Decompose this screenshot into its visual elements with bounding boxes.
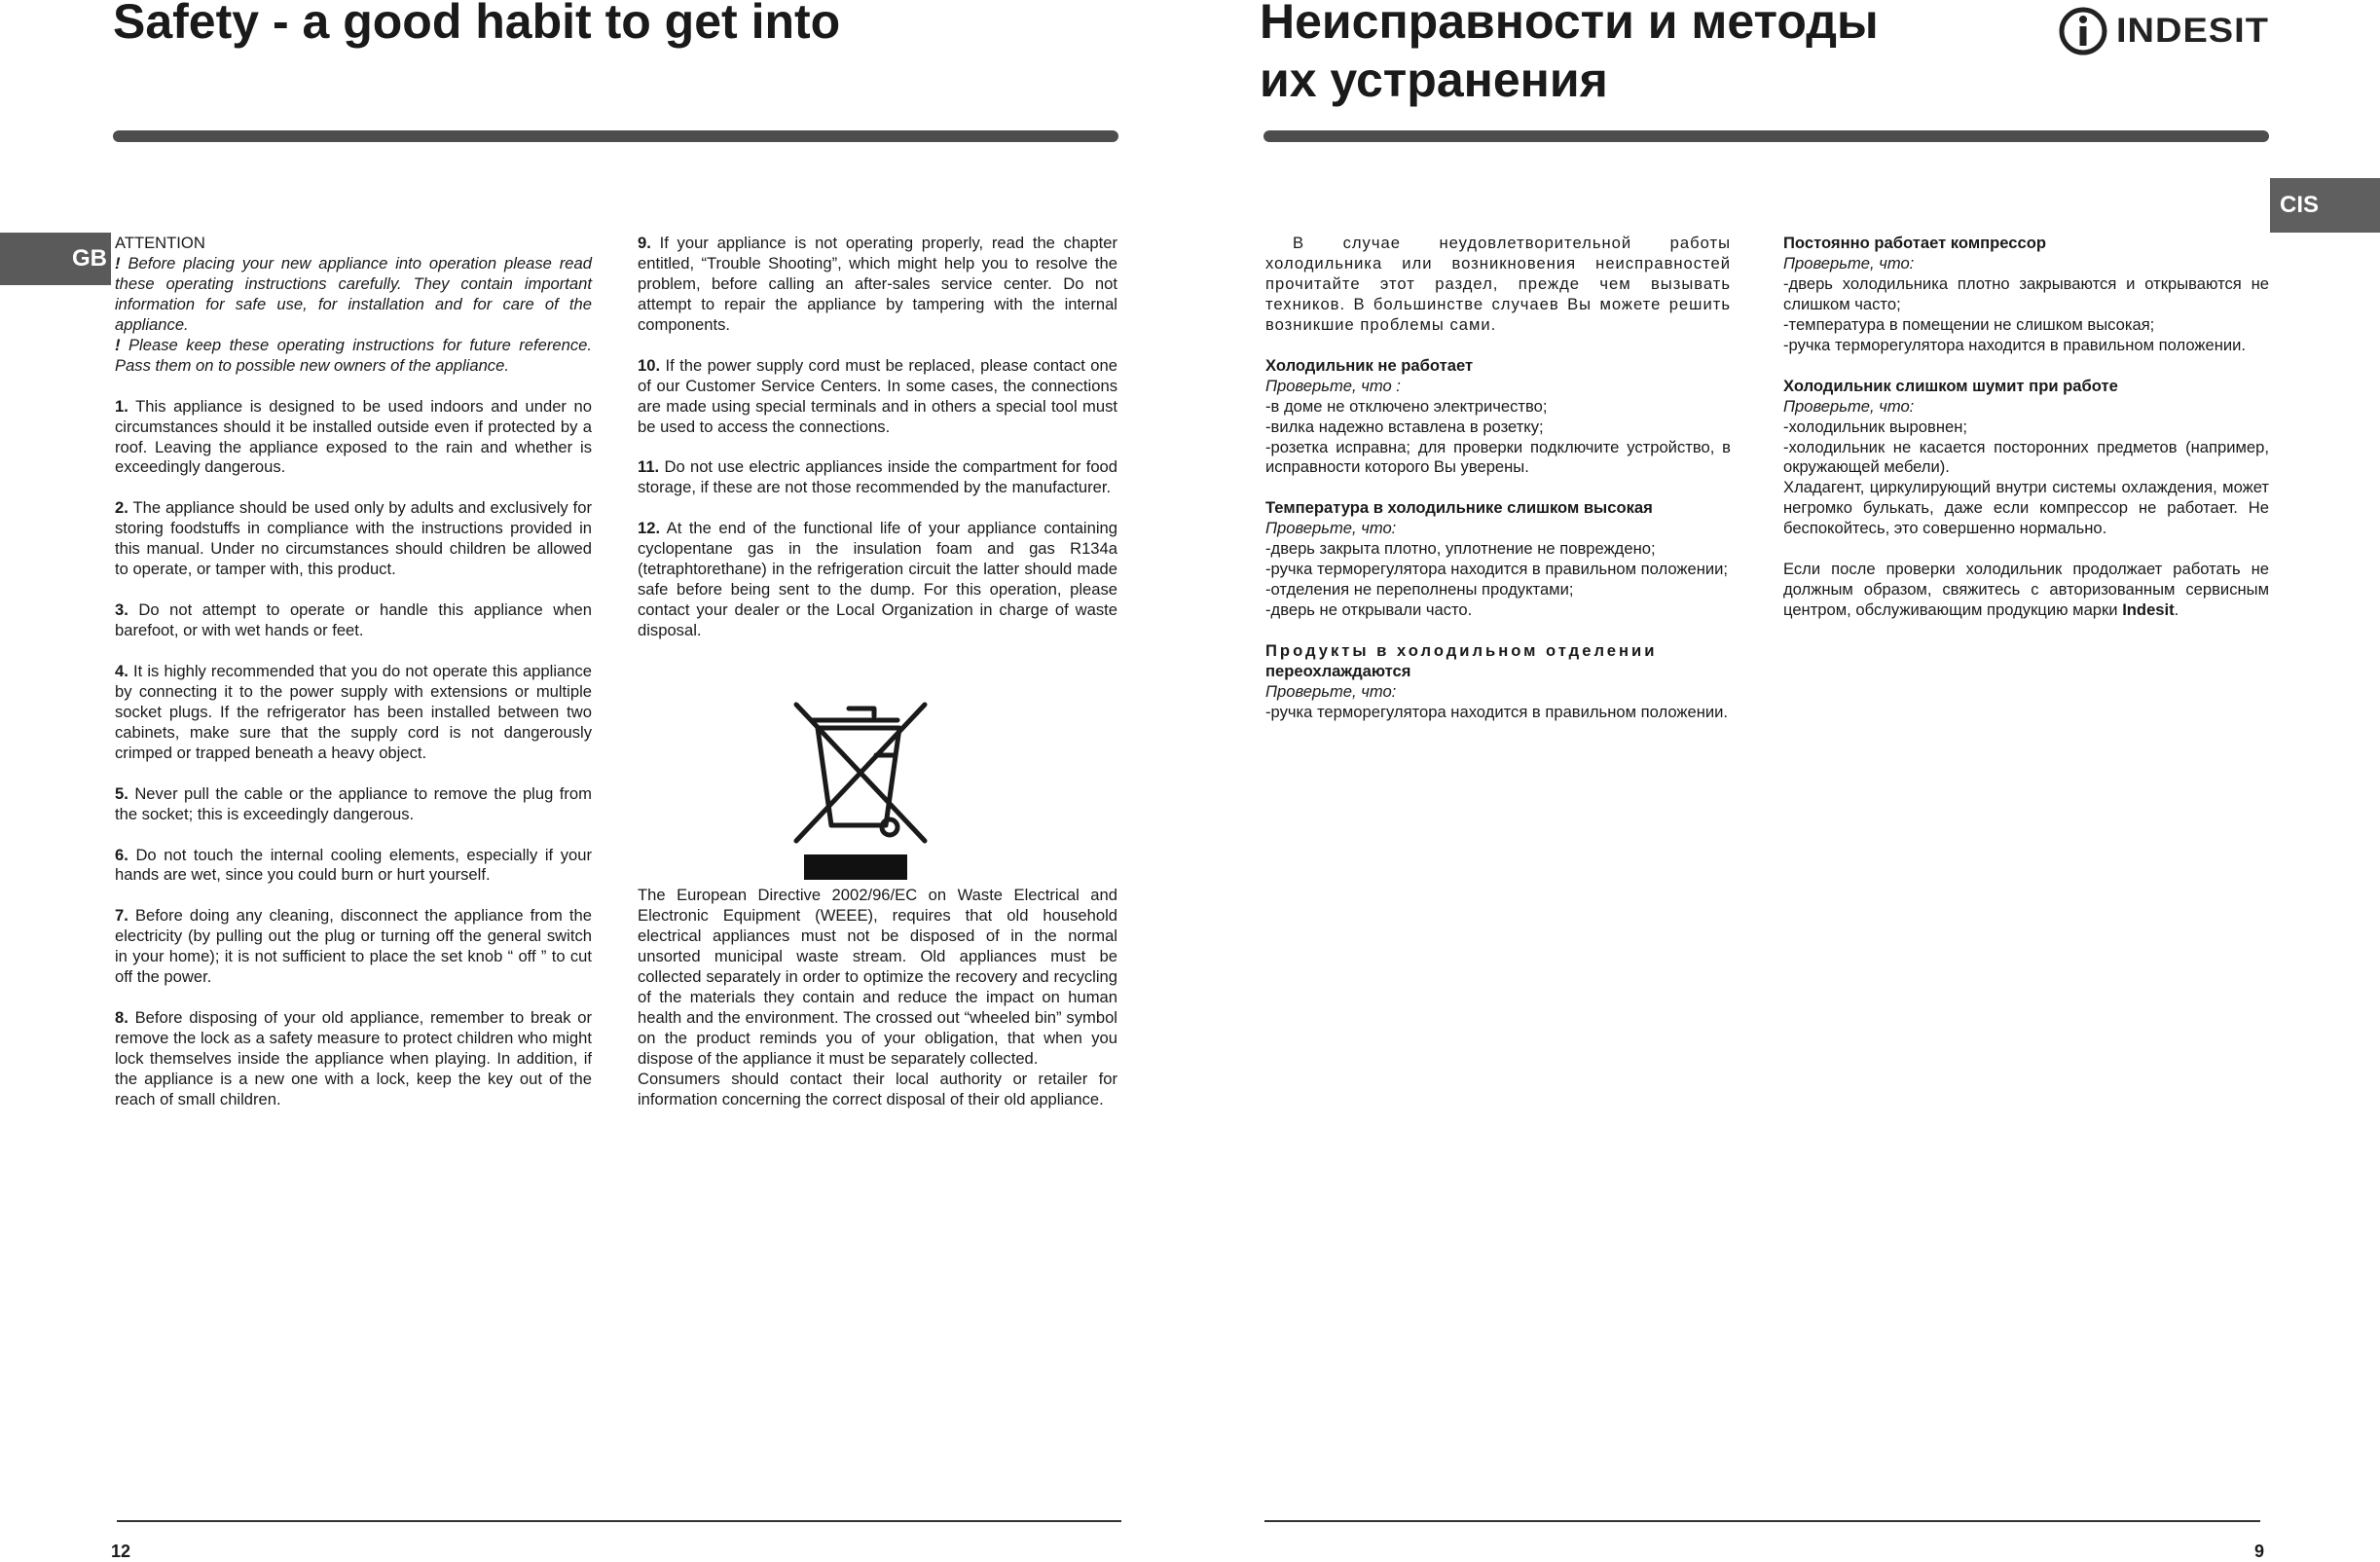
weee-directive-block [638, 886, 1117, 1109]
footer-rule-left [117, 1520, 1121, 1522]
safety-item-9 [638, 234, 1117, 336]
page-number-left: 12 [111, 1542, 131, 1561]
page-title-safety: Safety - a good habit to get into [113, 0, 841, 49]
page-number-right: 9 [2254, 1542, 2265, 1561]
item-number: 10. [638, 355, 661, 375]
check-label: Проверьте, что: [1265, 519, 1397, 538]
check-line: Хладагент, циркулирующий внутри системы охлаждения, может негромко булькать, даже если компрессор не работает. Не беспокойтесь, это совершенно нормально. [1783, 478, 2269, 538]
warning-mark: ! [115, 335, 121, 354]
item-text: Do not attempt to operate or handle this appliance when barefoot, or with wet hands or feet. [115, 600, 592, 640]
attention-heading: ATTENTION [115, 234, 205, 252]
safety-item-11 [638, 457, 1117, 498]
troubleshoot-column-2 [1783, 234, 2269, 621]
safety-column-2 [638, 234, 1117, 641]
warning-paragraph [115, 254, 592, 336]
section-heading: Холодильник не работает [1265, 355, 1474, 375]
check-line: -ручка терморегулятора находится в правильном положении. [1783, 335, 2247, 354]
safety-item-2 [115, 498, 592, 580]
item-text: Never pull the cable or the appliance to remove the plug from the socket; this is exceedingly dangerous. [115, 783, 592, 823]
check-label: Проверьте, что: [1265, 681, 1397, 701]
safety-item-10 [638, 356, 1117, 438]
item-number: 6. [115, 845, 128, 864]
item-number: 9. [638, 234, 651, 252]
final-advice-paragraph [1783, 560, 2269, 621]
item-number: 7. [115, 906, 128, 926]
check-line: -вилка надежно вставлена в розетку; [1265, 417, 1544, 436]
safety-item-4 [115, 662, 592, 764]
item-text: Before disposing of your old appliance, remember to break or remove the lock as a safety measure to protect children who might lock themselves inside the appliance when playing. In addition, if the appliance is a new one with a lock, keep the key out of the reach of small children. [115, 1008, 592, 1108]
consumer-info-paragraph: Consumers should contact their local authority or retailer for information concerning the correct disposal of their old appliance. [638, 1069, 1117, 1108]
brand-wordmark: INDESIT [2116, 12, 2269, 50]
header-rule-right [1263, 130, 2269, 142]
item-number: 11. [638, 457, 660, 477]
safety-column-1 [115, 234, 592, 1110]
item-text: It is highly recommended that you do not operate this appliance by connecting it to the power supply with extensions or multiple socket plugs. If the refrigerator has been installed between two cabinets, make sure that the supply cord is not dangerously crimped or trapped beneath a heavy object. [115, 661, 592, 762]
final-brand: Indesit [2122, 600, 2175, 620]
final-advice-text: Если после проверки холодильник продолжает работать не должным образом, свяжитесь с авторизованным сервисным центром, обслуживающим продукцию марки [1783, 560, 2269, 620]
check-line: -холодильник не касается посторонних предметов (например, окружающей мебели). [1783, 437, 2269, 477]
crossed-out-wheeled-bin-icon [790, 695, 934, 882]
safety-item-12 [638, 519, 1117, 641]
warning-text: Before placing your new appliance into operation please read these operating instructions carefully. They contain important information for safe use, for installation and for care of the appliance. [115, 253, 592, 334]
item-text: Do not use electric appliances inside the compartment for food storage, if these are not those recommended by the manufacturer. [638, 457, 1117, 497]
warning-text: Please keep these operating instructions for future reference. Pass them on to possible new owners of the appliance. [115, 335, 592, 375]
item-text: The appliance should be used only by adults and exclusively for storing foodstuffs in compliance with the instructions provided in this manual. Under no circumstances should children be allowed to operate, or tamper with, this product. [115, 498, 592, 579]
section-heading: Температура в холодильнике слишком высокая [1265, 498, 1653, 518]
check-label: Проверьте, что : [1265, 376, 1401, 395]
indesit-logo-icon [2058, 6, 2108, 56]
page-title-troubleshooting [1260, 0, 1879, 109]
item-number: 2. [115, 498, 128, 518]
language-tab-label: GB [72, 245, 107, 272]
check-line: -холодильник выровнен; [1783, 417, 1967, 436]
language-tab-label: CIS [2280, 192, 2320, 218]
check-line: -ручка терморегулятора находится в правильном положении; [1265, 560, 1729, 579]
item-text: Before doing any cleaning, disconnect the appliance from the electricity (by pulling out the plug or turning off the general switch in your home); it is not sufficient to place the set knob “ off ” to cut off the power. [115, 906, 592, 987]
check-line: -в доме не отключено электричество; [1265, 396, 1548, 416]
title-line-2: их устранения [1260, 53, 1608, 107]
item-number: 8. [115, 1008, 128, 1028]
check-line: -дверь холодильника плотно закрываются и открываются не слишком часто; [1783, 273, 2269, 313]
safety-item-3 [115, 600, 592, 641]
safety-item-1 [115, 397, 592, 479]
indesit-logo [2058, 6, 2269, 56]
check-label: Проверьте, что: [1783, 396, 1915, 416]
item-text: If the power supply cord must be replaced, please contact one of our Customer Service Centers. In some cases, the connections are made using special terminals and in others a special tool must be used to access the connections. [638, 355, 1117, 436]
safety-item-7 [115, 906, 592, 988]
section-heading-cont: переохлаждаются [1265, 661, 1411, 680]
safety-item-5 [115, 784, 592, 825]
item-number: 5. [115, 783, 128, 803]
language-tab-cis [2270, 178, 2380, 233]
check-line: -отделения не переполнены продуктами; [1265, 580, 1574, 599]
check-line: -температура в помещении не слишком высокая; [1783, 314, 2155, 334]
footer-rule-right [1264, 1520, 2260, 1522]
check-line: -ручка терморегулятора находится в правильном положении. [1265, 702, 1729, 721]
item-number: 12. [638, 519, 661, 538]
safety-item-6 [115, 846, 592, 887]
warning-mark: ! [115, 253, 121, 272]
check-label: Проверьте, что: [1783, 253, 1915, 272]
section-heading: Продукты в холодильном отделении [1265, 641, 1658, 661]
item-text: If your appliance is not operating properly, read the chapter entitled, “Trouble Shooting”, which might help you to resolve the problem, before calling an after-sales service center. Do not attempt to repair the appliance by tampering with the internal components. [638, 234, 1117, 334]
item-number: 1. [115, 396, 128, 416]
item-text: At the end of the functional life of your appliance containing cyclopentane gas in the insulation foam and gas R134a (tetraphtorethane) in the refrigeration circuit the latter should made safe before being sent to the dump. For this operation, please contact your dealer or the Local Organization in charge of waste disposal. [638, 519, 1117, 640]
item-text: This appliance is designed to be used indoors and under no circumstances should it be installed outside even if protected by a roof. Leaving the appliance exposed to the rain and whether is exceedingly dangerous. [115, 396, 593, 477]
warning-paragraph [115, 336, 592, 377]
check-line: -дверь не открывали часто. [1265, 600, 1473, 620]
intro-paragraph: В случае неудовлетворительной работы холодильника или возникновения неисправностей прочитайте этот раздел, прежде чем вызывать техников. В большинстве случаев Вы можете решить возникшие проблемы сами. [1265, 234, 1731, 334]
title-line-1: Неисправности и методы [1260, 0, 1879, 49]
weee-paragraph: The European Directive 2002/96/EC on Waste Electrical and Electronic Equipment (WEEE), requires that old household electrical appliances must not be disposed of in the normal unsorted municipal waste stream. Old appliances must be collected separately in order to optimize the recovery and recycling of the materials they contain and reduce the impact on human health and the environment. The crossed out “wheeled bin” symbol on the product reminds you of your obligation, that when you dispose of the appliance it must be separately collected. [638, 886, 1117, 1068]
final-period: . [2174, 600, 2179, 620]
language-tab-gb [0, 233, 111, 285]
header-rule-left [113, 130, 1118, 142]
check-line: -розетка исправна; для проверки подключите устройство, в исправности которого Вы уверены. [1265, 437, 1731, 477]
section-heading: Холодильник слишком шумит при работе [1783, 376, 2118, 395]
item-number: 4. [115, 661, 128, 680]
safety-item-8 [115, 1008, 592, 1110]
troubleshoot-column-1 [1265, 234, 1731, 723]
section-heading: Постоянно работает компрессор [1783, 234, 2046, 252]
check-line: -дверь закрыта плотно, уплотнение не повреждено; [1265, 539, 1656, 559]
item-number: 3. [115, 600, 128, 620]
item-text: Do not touch the internal cooling elements, especially if your hands are wet, since you could burn or hurt yourself. [115, 845, 592, 885]
